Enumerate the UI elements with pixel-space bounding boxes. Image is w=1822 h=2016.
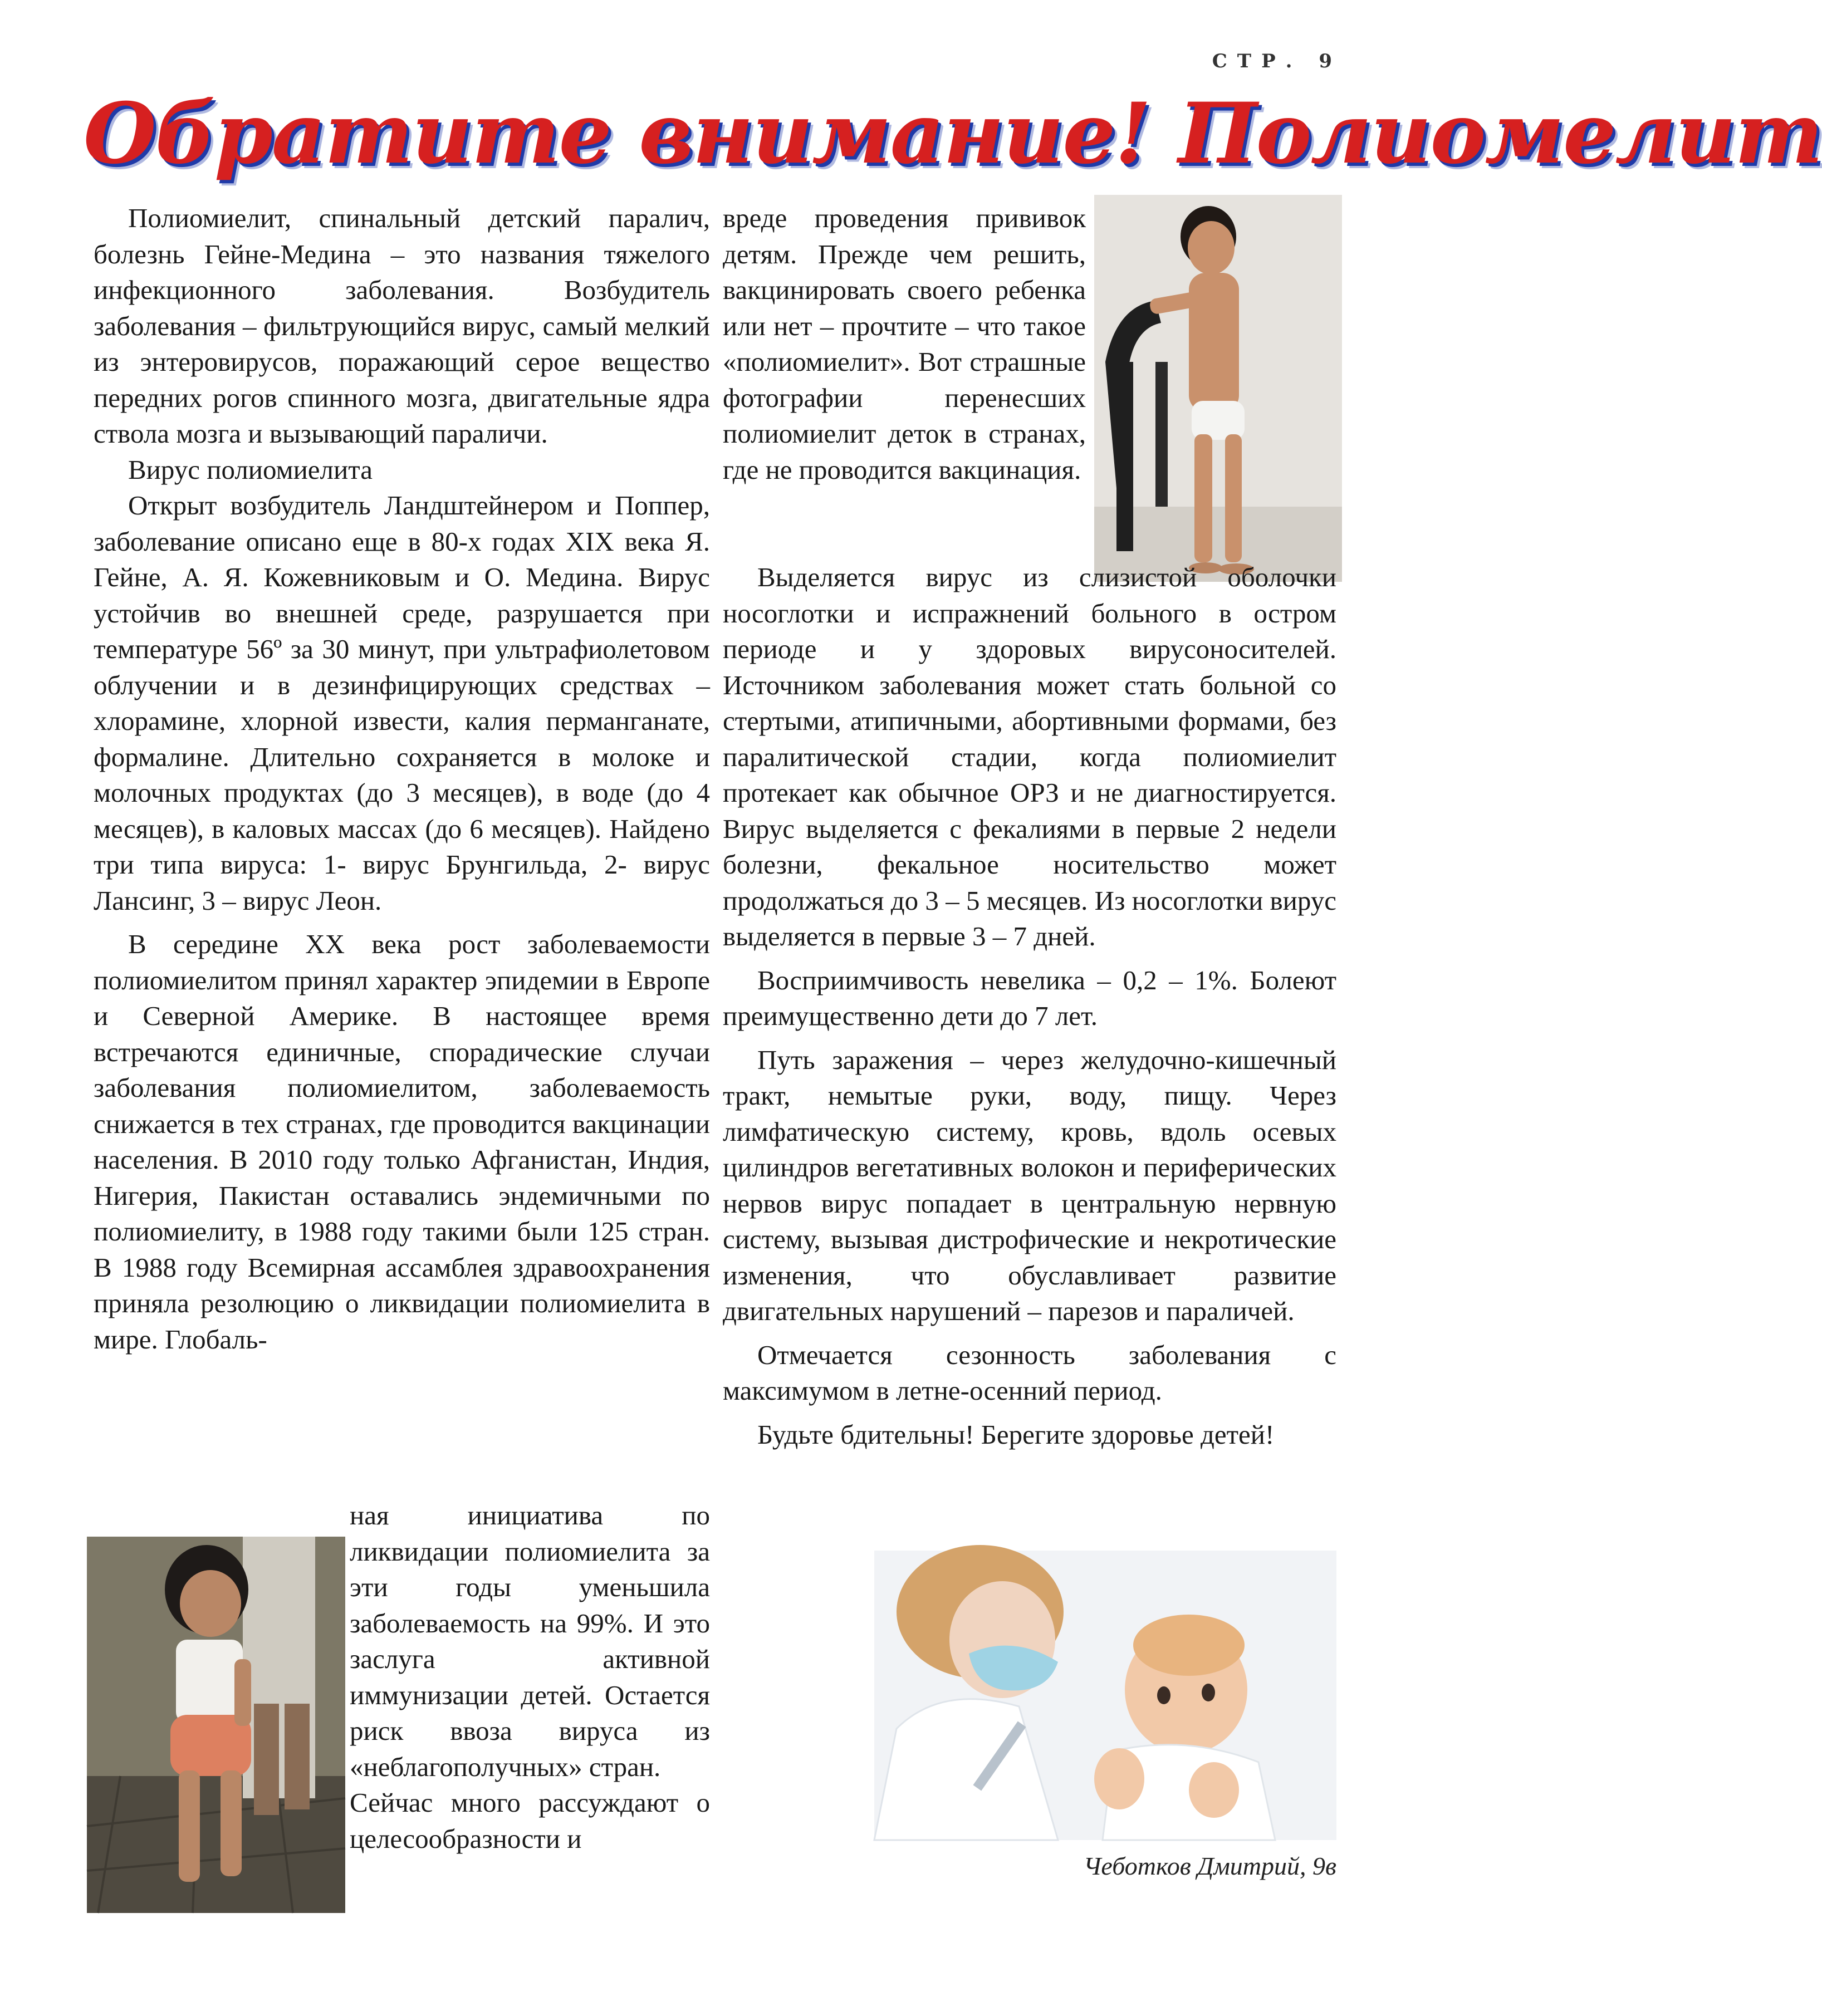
paragraph: Открыт возбудитель Ландштейнером и Поппер, заболевание описано еще в 80-х годах XIX века Я. Гейне, А. Я. Кожевниковым и О. Медина. Вирус устойчив во внешней среде, разрушается при температуре 56º за 30 минут, при ультрафиолетовом облучении и в дезинфицирующих средствах – хлорамине, хлорной извести, калия перманганате, формалине. Длительно сохраняется в молоке и молочных продуктах (до 3 месяцев), в воде (до 4 месяцев), в каловых массах (до 6 месяцев). Найдено три типа вируса: 1- вирус Брунгильда, 2- вирус Лансинг, 3 – вирус Леон. <box>94 490 710 916</box>
paragraph: Полиомиелит, спинальный детский паралич, болезнь Гейне-Медина – это названия тяжелого инфекционного заболевания. Возбудитель заболевания – фильтрующийся вирус, самый мелкий из энтеровирусов, поражающий серое вещество передних рогов спинного мозга, двигательные ядра ствола мозга и вызывающий параличи. <box>94 203 710 449</box>
author-caption: Чеботков Дмитрий, 9в <box>1083 1852 1336 1880</box>
paragraph: ная инициатива по ликвидации полиомиелита за эти годы уменьшила заболеваемость на 99%. И это заслуга активной иммунизации детей. Остается риск ввоза вируса из «неблагополучных» стран. <box>350 1500 710 1782</box>
paragraph: Будьте бдительны! Берегите здоровье детей! <box>757 1419 1275 1450</box>
paragraph: Отмечается сезонность заболевания с максимумом в летне-осенний период. <box>723 1339 1336 1406</box>
boy-with-chair-photo <box>1094 195 1342 582</box>
nurse-vaccinating-baby-photo <box>874 1551 1336 1840</box>
paragraph: Выделяется вирус из слизистой оболочки носоглотки и испражнений больного в остром периоде и у здоровых вирусоносителей. Источником заболевания может стать больной со стертыми, атипичными, абортивными формами, без паралитической стадии, когда полиомиелит протекает как обычное ОРЗ и не диагностируется. Вирус выделяется с фекалиями в первые 2 недели болезни, фекальное носительство может продолжаться до 3 – 5 месяцев. Из носоглотки вирус выделяется в первые 3 – 7 дней. <box>723 562 1336 951</box>
page-title: Обратите внимание! Полиомелит <box>84 85 1822 183</box>
page-number: СТР. 9 <box>1212 50 1342 72</box>
girl-walking-illustration <box>87 1537 345 1913</box>
right-column <box>723 560 1336 1453</box>
girl-walking-photo <box>87 1537 345 1913</box>
subheading: Вирус полиомиелита <box>128 454 373 485</box>
paragraph: Восприимчивость невелика – 0,2 – 1%. Болеют преимущественно дети до 7 лет. <box>723 964 1336 1031</box>
paragraph: Путь заражения – через желудочно-кишечный тракт, немытые руки, воду, пищу. Через лимфатическую систему, кровь, вдоль осевых цилиндров вегетативных волокон и периферических нервов вирус попадает в центральную нервную систему, вызывая дистрофические и некротические изменения, что обуславливает развитие двигательных нарушений – парезов и параличей. <box>723 1044 1336 1326</box>
left-column <box>94 200 710 1357</box>
paragraph: вреде проведения прививок детям. Прежде чем решить, вакцинировать своего ребенка или нет – прочтите – что такое «полиомиелит». Вот страшные фотографии перенесших полиомиелит деток в странах, где не проводится вакцинация. <box>723 203 1086 485</box>
boy-with-chair-illustration <box>1094 195 1342 582</box>
paragraph: Сейчас много рассуждают о целесообразности и <box>350 1787 710 1854</box>
left-column-continued <box>350 1498 710 1857</box>
paragraph: В середине XX века рост заболеваемости полиомиелитом принял характер эпидемии в Европе и Северной Америке. В настоящее время встречаются единичные, спорадические случаи заболевания полиомиелитом, заболеваемость снижается в тех странах, где проводится вакцинации населения. В 2010 году только Афганистан, Индия, Нигерия, Пакистан оставались эндемичными по полиомиелиту, в 1988 году такими были 125 стран. В 1988 году Всемирная ассамблея здравоохранения приняла резолюцию о ликвидации полиомиелита в мире. Глобаль- <box>94 929 710 1355</box>
right-top-text <box>723 200 1086 488</box>
nurse-baby-illustration <box>874 1551 1336 1840</box>
